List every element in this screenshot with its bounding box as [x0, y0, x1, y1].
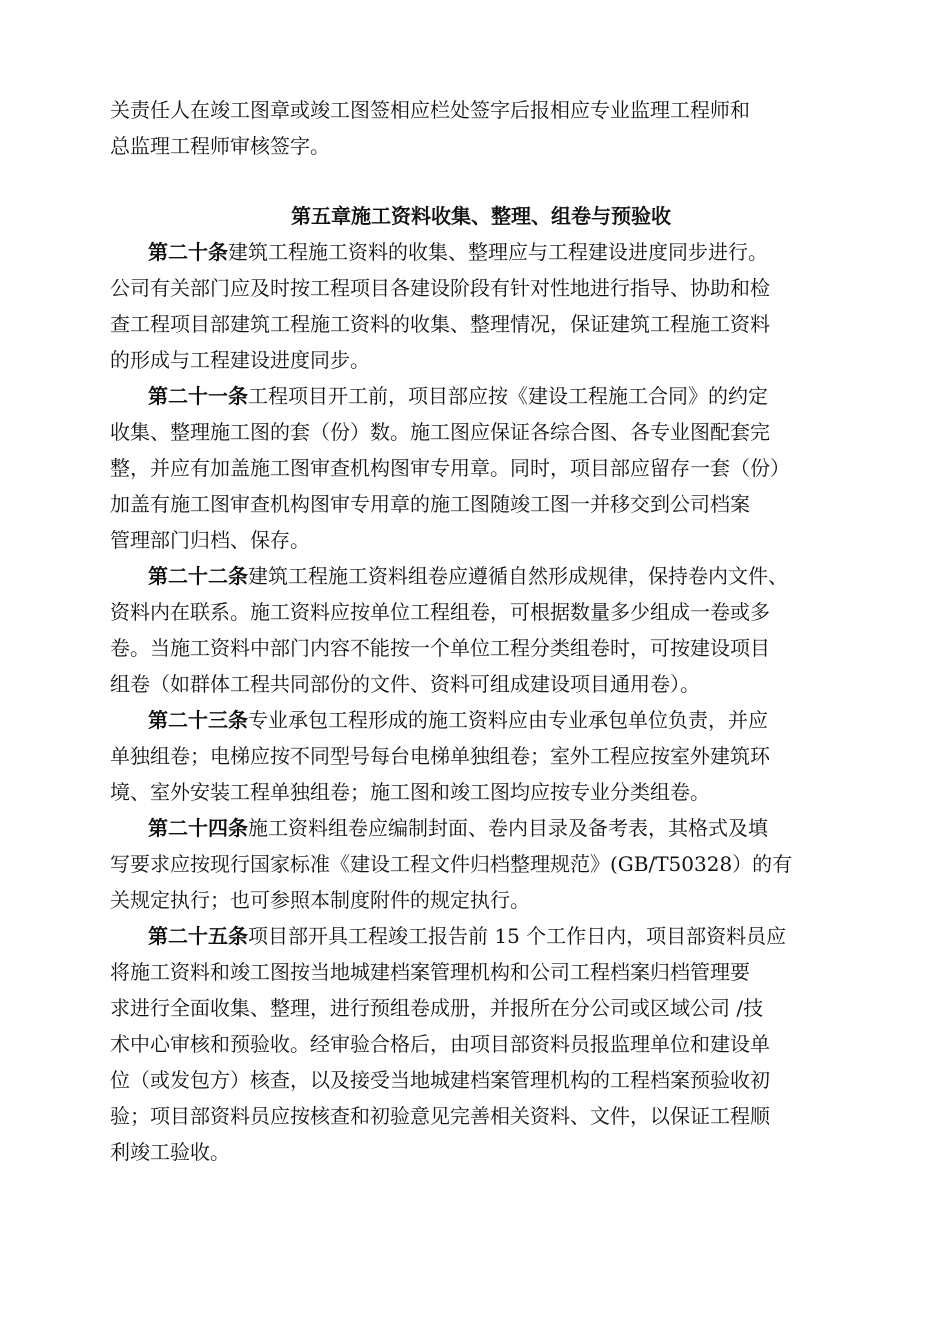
article-25 [110, 918, 852, 1170]
article-24 [110, 810, 852, 918]
article-label: 第二十三条 [148, 708, 248, 732]
article-first-line [110, 810, 852, 846]
article-line: 资料内在联系。施工资料应按单位工程组卷，可根据数量多少组成一卷或多 [110, 600, 770, 624]
article-first-line [110, 558, 852, 594]
article-first-line [110, 918, 852, 954]
article-first-line [110, 234, 852, 270]
article-line: 加盖有施工图审查机构图审专用章的施工图随竣工图一并移交到公司档案 [110, 492, 750, 516]
article-21 [110, 378, 852, 558]
article-label: 第二十一条 [148, 384, 248, 408]
article-first-line [110, 378, 852, 414]
article-text: 建筑工程施工资料的收集、整理应与工程建设进度同步进行。 [228, 240, 768, 264]
article-line: 术中心审核和预验收。经审验合格后，由项目部资料员报监理单位和建设单 [110, 1032, 770, 1056]
article-line: 单独组卷；电梯应按不同型号每台电梯单独组卷；室外工程应按室外建筑环 [110, 744, 770, 768]
article-line: 求进行全面收集、整理，进行预组卷成册，并报所在分公司或区域公司 /技 [110, 996, 764, 1020]
article-line: 验；项目部资料员应按核查和初验意见完善相关资料、文件，以保证工程顺 [110, 1104, 770, 1128]
article-line: 管理部门归档、保存。 [110, 528, 310, 552]
article-line: 卷。当施工资料中部门内容不能按一个单位工程分类组卷时，可按建设项目 [110, 636, 770, 660]
article-line: 位（或发包方）核查，以及接受当地城建档案管理机构的工程档案预验收初 [110, 1068, 770, 1092]
article-line: 的形成与工程建设进度同步。 [110, 348, 370, 372]
article-line: 查工程项目部建筑工程施工资料的收集、整理情况，保证建筑工程施工资料 [110, 312, 770, 336]
article-22 [110, 558, 852, 702]
article-text: 专业承包工程形成的施工资料应由专业承包单位负责，并应 [248, 708, 768, 732]
intro-line: 关责任人在竣工图章或竣工图签相应栏处签字后报相应专业监理工程师和 [110, 98, 750, 122]
article-line: 利竣工验收。 [110, 1140, 230, 1164]
article-label: 第二十条 [148, 240, 228, 264]
article-line: 整，并应有加盖施工图审查机构图审专用章。同时，项目部应留存一套（份） [110, 456, 790, 480]
article-text: 项目部开具工程竣工报告前 15 个工作日内，项目部资料员应 [248, 924, 787, 948]
article-text: 工程项目开工前，项目部应按《建设工程施工合同》的约定 [248, 384, 768, 408]
article-line: 公司有关部门应及时按工程项目各建设阶段有针对性地进行指导、协助和检 [110, 276, 770, 300]
article-line: 收集、整理施工图的套（份）数。施工图应保证各综合图、各专业图配套完 [110, 420, 770, 444]
article-line: 组卷（如群体工程共同部份的文件、资料可组成建设项目通用卷）。 [110, 672, 700, 696]
article-23 [110, 702, 852, 810]
article-line: 关规定执行；也可参照本制度附件的规定执行。 [110, 888, 530, 912]
document-body [110, 92, 852, 1170]
chapter-title: 第五章施工资料收集、整理、组卷与预验收 [291, 204, 671, 228]
article-first-line [110, 702, 852, 738]
article-line: 将施工资料和竣工图按当地城建档案管理机构和公司工程档案归档管理要 [110, 960, 750, 984]
article-20 [110, 234, 852, 378]
article-line: 写要求应按现行国家标准《建设工程文件归档整理规范》(GB/T50328）的有 [110, 852, 793, 876]
article-line: 境、室外安装工程单独组卷；施工图和竣工图均应按专业分类组卷。 [110, 780, 710, 804]
article-text: 建筑工程施工资料组卷应遵循自然形成规律，保持卷内文件、 [248, 564, 788, 588]
article-label: 第二十二条 [148, 564, 248, 588]
article-text: 施工资料组卷应编制封面、卷内目录及备考表，其格式及填 [248, 816, 768, 840]
article-label: 第二十五条 [148, 924, 248, 948]
intro-line: 总监理工程师审核签字。 [110, 134, 330, 158]
intro-paragraph [110, 92, 852, 164]
article-label: 第二十四条 [148, 816, 248, 840]
